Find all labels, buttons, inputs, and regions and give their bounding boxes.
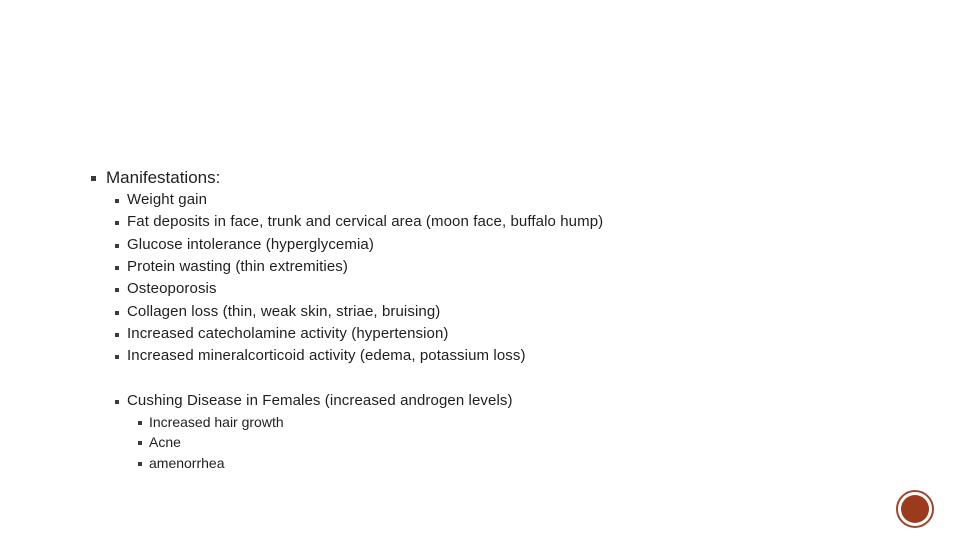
bullet-icon xyxy=(115,244,119,248)
bullet-icon xyxy=(115,311,119,315)
slide-number-badge-icon xyxy=(896,490,934,528)
manifestation-item: Weight gain xyxy=(127,191,208,208)
bullet-icon xyxy=(138,441,142,445)
female-item: Acne xyxy=(149,434,181,450)
bullet-icon xyxy=(115,400,119,404)
bullet-icon xyxy=(115,355,119,359)
female-item: amenorrhea xyxy=(149,455,225,471)
slide-number xyxy=(901,495,929,523)
manifestation-item: Fat deposits in face, trunk and cervical area (moon face, buffalo hump) xyxy=(127,213,604,230)
bullet-icon xyxy=(91,176,96,181)
bullet-icon xyxy=(115,221,119,225)
manifestations-heading: Manifestations: xyxy=(106,168,221,187)
bullet-icon xyxy=(115,266,119,270)
female-item: Increased hair growth xyxy=(149,414,284,430)
manifestation-item: Osteoporosis xyxy=(127,280,217,297)
manifestation-item: Increased catecholamine activity (hypertension) xyxy=(127,325,449,342)
bullet-icon xyxy=(115,333,119,337)
manifestation-item: Collagen loss (thin, weak skin, striae, bruising) xyxy=(127,303,441,320)
bullet-icon xyxy=(115,199,119,203)
manifestation-item: Protein wasting (thin extremities) xyxy=(127,258,348,275)
bullet-icon xyxy=(138,462,142,466)
manifestation-item: Glucose intolerance (hyperglycemia) xyxy=(127,236,374,253)
bullet-icon xyxy=(138,421,142,425)
manifestation-item: Increased mineralcorticoid activity (edema, potassium loss) xyxy=(127,347,526,364)
bullet-icon xyxy=(115,288,119,292)
females-heading: Cushing Disease in Females (increased androgen levels) xyxy=(127,392,513,409)
